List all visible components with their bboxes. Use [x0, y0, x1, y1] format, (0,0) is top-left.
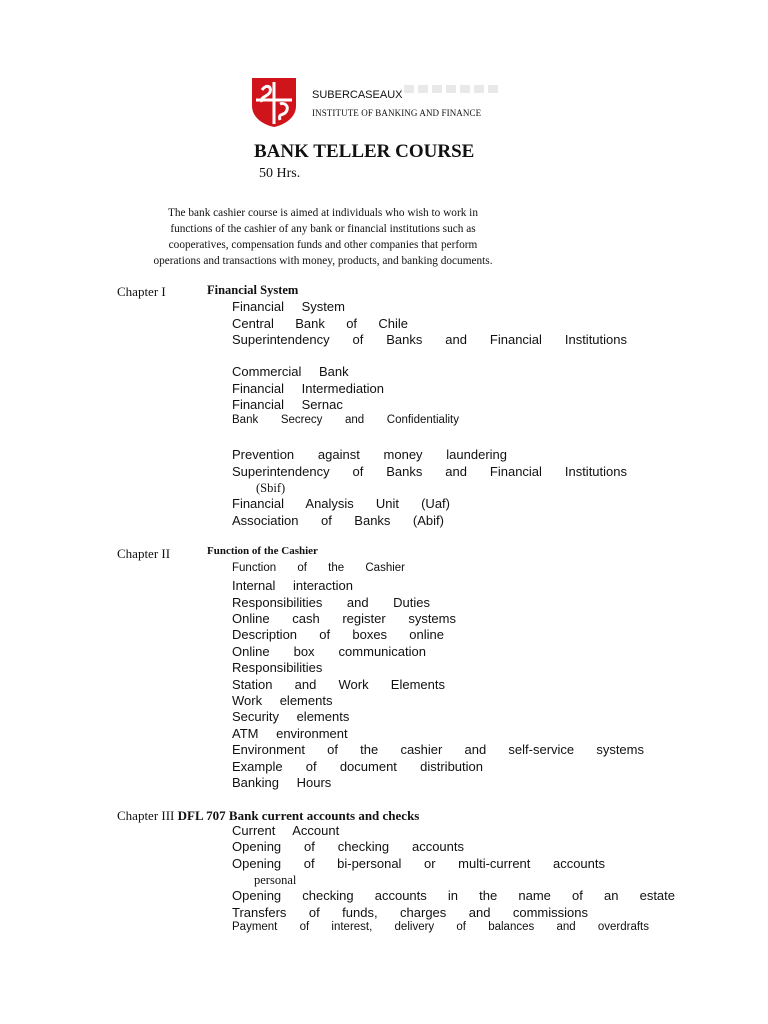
chapter-2-item: Function of the Cashier: [232, 562, 405, 574]
chapter-2-title: Function of the Cashier: [207, 545, 318, 557]
chapter-3-item: Opening of checking accounts: [232, 839, 464, 854]
course-title: BANK TELLER COURSE: [254, 141, 475, 162]
chapter-3-item: Opening checking accounts in the name of an estate: [232, 888, 675, 903]
chapter-3-item: Opening of bi-personal or multi-current accounts: [232, 856, 605, 871]
chapter-2-item: Banking Hours: [232, 775, 332, 790]
chapter-3-item: Current Account: [232, 823, 340, 838]
chapter-2-item: Online cash register systems: [232, 611, 456, 626]
chapter-1-item: Financial System: [232, 299, 345, 314]
chapter-1-label: Chapter I: [117, 284, 166, 299]
chapter-3-heading: [117, 808, 419, 824]
chapter-2-item: Work elements: [232, 693, 333, 708]
faded-header-text: [404, 85, 498, 93]
chapter-1-item: Financial Sernac: [232, 397, 343, 412]
chapter-3-label: Chapter III: [117, 808, 175, 823]
chapter-1-item: Association of Banks (Abif): [232, 513, 444, 528]
chapter-2-item: Security elements: [232, 709, 350, 724]
chapter-1-title: Financial System: [207, 283, 299, 297]
chapter-2-item: Online box communication: [232, 644, 426, 659]
chapter-1-item: Financial Intermediation: [232, 381, 385, 396]
chapter-2-item: Environment of the cashier and self-service systems: [232, 742, 644, 757]
chapter-1-item-continuation: (Sbif): [256, 481, 286, 495]
chapter-3-item-continuation: personal: [254, 873, 297, 887]
chapter-1-item: Commercial Bank: [232, 364, 349, 379]
chapter-3-title: DFL 707 Bank current accounts and checks: [177, 808, 420, 823]
description-line: operations and transactions with money, products, and banking documents.: [153, 255, 493, 267]
institution-name: SUBERCASEAUX: [312, 89, 403, 101]
chapter-1-item: Prevention against money laundering: [232, 447, 507, 462]
chapter-1-item: Financial Analysis Unit (Uaf): [232, 496, 450, 511]
chapter-3-item: Transfers of funds, charges and commissions: [232, 905, 588, 920]
chapter-2-item: ATM environment: [232, 726, 348, 741]
institution-subtitle: INSTITUTE OF BANKING AND FINANCE: [312, 108, 482, 118]
chapter-1-item: Bank Secrecy and Confidentiality: [232, 414, 459, 426]
chapter-1-item: Central Bank of Chile: [232, 316, 408, 331]
description-line: The bank cashier course is aimed at individuals who wish to work in: [168, 207, 478, 219]
chapter-3-item: Payment of interest, delivery of balances and overdrafts: [232, 921, 649, 933]
description-line: functions of the cashier of any bank or financial institutions such as: [170, 223, 476, 235]
course-description: [100, 205, 546, 269]
chapter-1-item: Superintendency of Banks and Financial Institutions: [232, 464, 627, 479]
chapter-2-item: Responsibilities and Duties: [232, 595, 430, 610]
chapter-2-item: Example of document distribution: [232, 759, 483, 774]
course-hours: 50 Hrs.: [259, 166, 301, 181]
chapter-2-item: Internal interaction: [232, 578, 353, 593]
description-line: cooperatives, compensation funds and other companies that perform: [168, 239, 478, 251]
chapter-2-item: Station and Work Elements: [232, 677, 445, 692]
chapter-2-label: Chapter II: [117, 546, 171, 561]
chapter-2-item: Responsibilities: [232, 660, 323, 675]
institute-logo: [250, 76, 298, 128]
chapter-1-item: Superintendency of Banks and Financial Institutions: [232, 332, 627, 347]
chapter-2-item: Description of boxes online: [232, 627, 444, 642]
